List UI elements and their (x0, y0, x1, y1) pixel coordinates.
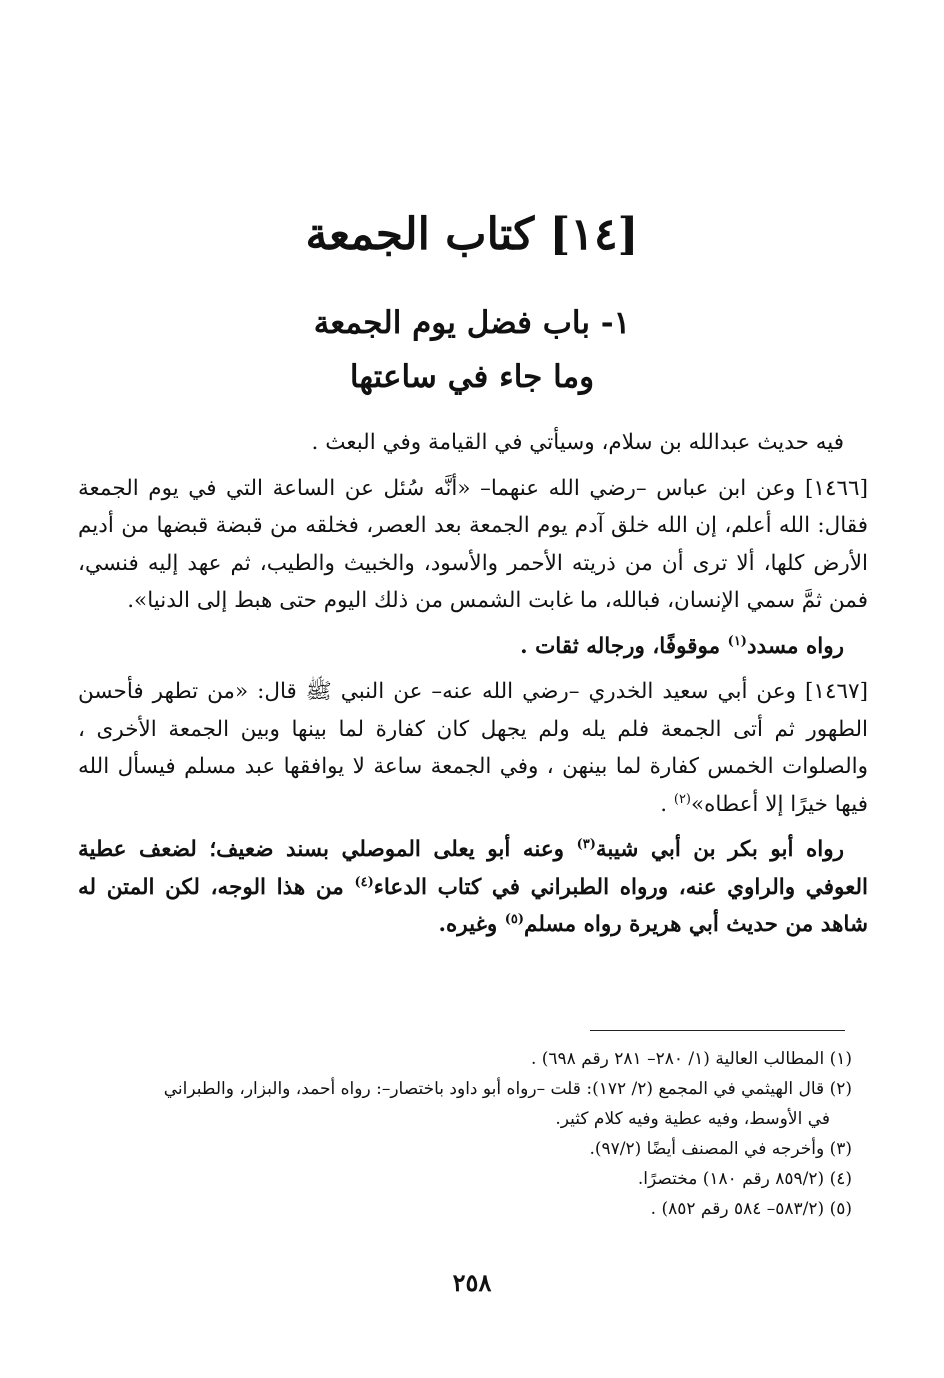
footnote-separator (590, 1030, 845, 1031)
intro-paragraph: فيه حديث عبدالله بن سلام، وسيأتي في القيامة وفي البعث . (311, 430, 844, 455)
footnote-ref-3: (٣) (576, 836, 596, 852)
footnote-4: (٤) (٨٥٩/٢ رقم ١٨٠) مختصرًا. (637, 1169, 852, 1189)
chapter-title-line-2: وما جاء في ساعتها (349, 359, 595, 395)
footnote-ref-5: (٥) (504, 911, 525, 927)
hadith-1466-text: وعن ابن عباس –رضي الله عنهما– «أنَّه سُئل عن الساعة التي في يوم الجمعة فقال: الله أعلم، إن الله خلق آدم يوم الجمعة بعد العصر، فخلقه من قبضة قبضها من أديم الأرض كلها، ألا ترى أن من ذريته الأحمر والأسود، والخبيث والطيب، ثم عهد إليه فنسي، فمن ثمَّ سمي الإنسان، فبالله، ما غابت الشمس من ذلك اليوم حتى هبط إلى الدنيا». (78, 475, 868, 613)
hadith-1467-text: وعن أبي سعيد الخدري –رضي الله عنه– عن النبي ﷺ قال: «من تطهر فأحسن الطهور ثم أتى الجمعة فلم يله ولم يجهل كان كفارة لما بينها وبين الجمعة الأخرى ، والصلوات الخمس كفارة لما بينهن ، وفي الجمعة ساعة لا يوافقها عبد مسلم فيسأل الله فيها خيرًا إلا أعطاه» (78, 679, 868, 817)
hadith-1467-number: [١٤٦٧] (805, 679, 868, 704)
footnote-5: (٥) (٥٨٣/٢– ٥٨٤ رقم ٨٥٢) . (650, 1199, 852, 1219)
chapter-title-line-1: ١- باب فضل يوم الجمعة (313, 305, 631, 341)
footnote-1: (١) المطالب العالية (١/ ٢٨٠– ٢٨١ رقم ٦٩٨) . (530, 1049, 852, 1069)
footnote-ref-2: (٢) (673, 791, 691, 807)
footnote-ref-4: (٤) (354, 874, 374, 890)
hadith-1466-number: [١٤٦٦] (805, 475, 868, 501)
hadith-1467: [١٤٦٧] وعن أبي سعيد الخدري –رضي الله عنه– عن النبي ﷺ قال: «من تطهر فأحسن الطهور ثم أتى الجمعة فلم يله ولم يجهل كان كفارة لما بينها وبين الجمعة الأخرى ، والصلوات الخمس كفارة لما بينهن ، وفي الجمعة ساعة لا يوافقها عبد مسلم فيسأل الله فيها خيرًا إلا أعطاه»$^{(٢)}$ . (78, 679, 868, 817)
page-number: ٢٥٨ (452, 1268, 492, 1297)
chapter-title (0, 296, 944, 404)
hadith-1466-takhrij: رواه مسدد$^{(١)}$ موقوفًا، ورجاله ثقات . (520, 633, 844, 659)
main-text (78, 424, 868, 952)
footnote-ref-1: (١) (727, 633, 747, 649)
footnote-2: (٢) قال الهيثمي في المجمع (٢/ ١٧٢): قلت –رواه أبو داود باختصار–: رواه أحمد، والبزار، والطبراني في الأوسط، وفيه عطية وفيه كلام كثير. (163, 1079, 852, 1129)
footnotes (80, 1044, 852, 1224)
footnote-3: (٣) وأخرجه في المصنف أيضًا (٩٧/٢). (589, 1139, 852, 1159)
hadith-1466 (78, 470, 868, 620)
hadith-1467-takhrij: رواه أبو بكر بن أبي شيبة$^{(٣)}$ وعنه أبو يعلى الموصلي بسند ضعيف؛ لضعف عطية العوفي والراوي عنه، ورواه الطبراني في كتاب الدعاء$^{(٤)}$ من هذا الوجه، لكن المتن له شاهد من حديث أبي هريرة رواه مسلم$^{(٥)}$ وغيره. (78, 836, 868, 937)
book-title: [١٤] كتاب الجمعة (305, 209, 639, 260)
